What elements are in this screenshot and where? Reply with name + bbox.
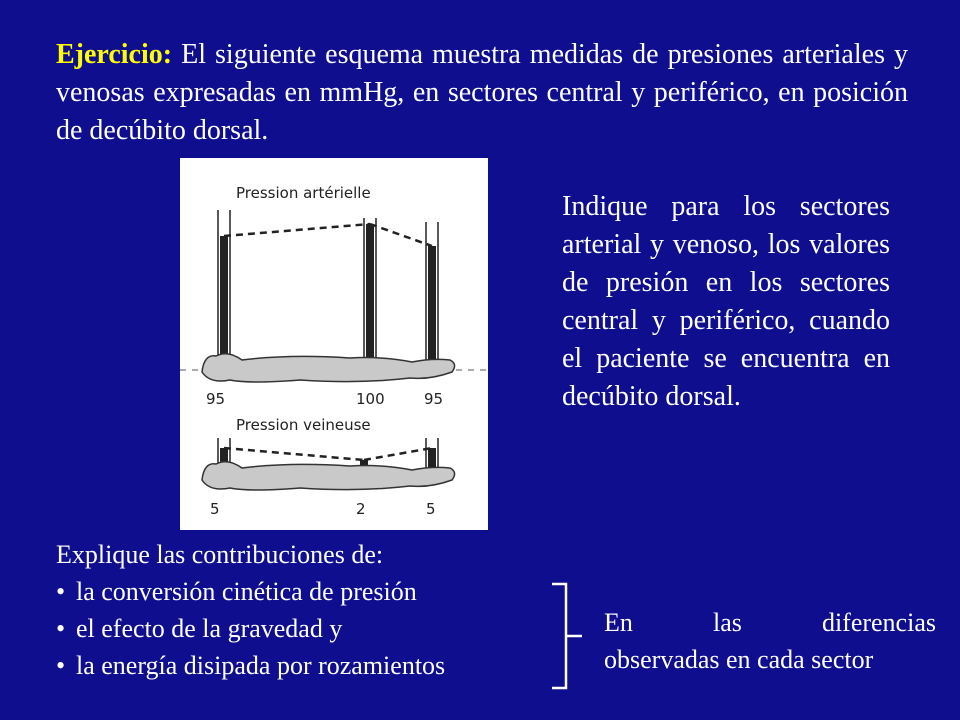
body-arterial — [202, 354, 455, 382]
exercise-text: El siguiente esquema muestra medidas de presiones arteriales y venosas expresadas en mmHg, en sectores central y periférico, en posición de decúbito dorsal. — [56, 39, 908, 146]
pressure-diagram-svg — [180, 158, 488, 530]
conclusion-line-2: observadas en cada sector — [604, 645, 874, 674]
venous-title: Pression veineuse — [236, 416, 371, 434]
arterial-value-right: 95 — [424, 390, 444, 408]
venous-value-left: 5 — [210, 500, 220, 518]
right-bracket-icon — [548, 580, 588, 692]
venous-value-right: 5 — [426, 500, 436, 518]
explique-section — [56, 536, 546, 684]
venous-dash-right — [364, 448, 432, 460]
list-item — [56, 610, 546, 647]
arterial-tube-center — [364, 218, 376, 363]
arterial-dash-right — [370, 224, 432, 246]
conclusion-word: diferencias — [821, 608, 936, 637]
arterial-value-center: 100 — [356, 390, 385, 408]
bullet: • — [56, 614, 66, 643]
list-item-text: la energía disipada por rozamientos — [76, 651, 446, 680]
pressure-diagram — [180, 158, 488, 530]
venous-value-center: 2 — [356, 500, 366, 518]
list-item-text: la conversión cinética de presión — [76, 577, 417, 606]
body-venous — [202, 462, 455, 490]
conclusion-word: En — [604, 608, 633, 637]
venous-dash-left — [224, 448, 364, 460]
arterial-tube-right — [426, 222, 438, 363]
indique-instruction: Indique para los sectores arterial y venoso, los valores de presión en los sectores central y periférico, cuando el paciente se encuentra en decúbito dorsal. — [562, 191, 890, 412]
arterial-tube-left — [218, 210, 230, 363]
exercise-statement — [56, 36, 908, 150]
bullet: • — [56, 577, 66, 606]
arterial-value-left: 95 — [206, 390, 226, 408]
arterial-dash-left — [224, 224, 370, 236]
list-item-text: el efecto de la gravedad y — [76, 614, 343, 643]
conclusion-word: las — [712, 608, 742, 637]
conclusion-text — [604, 604, 936, 678]
conclusion-line-1 — [604, 604, 936, 641]
bullet: • — [56, 651, 66, 680]
list-item — [56, 647, 546, 684]
exercise-keyword: Ejercicio: — [56, 39, 173, 70]
explique-list — [56, 573, 546, 684]
list-item — [56, 573, 546, 610]
explique-heading: Explique las contribuciones de: — [56, 540, 384, 569]
arterial-title: Pression artérielle — [236, 184, 371, 202]
